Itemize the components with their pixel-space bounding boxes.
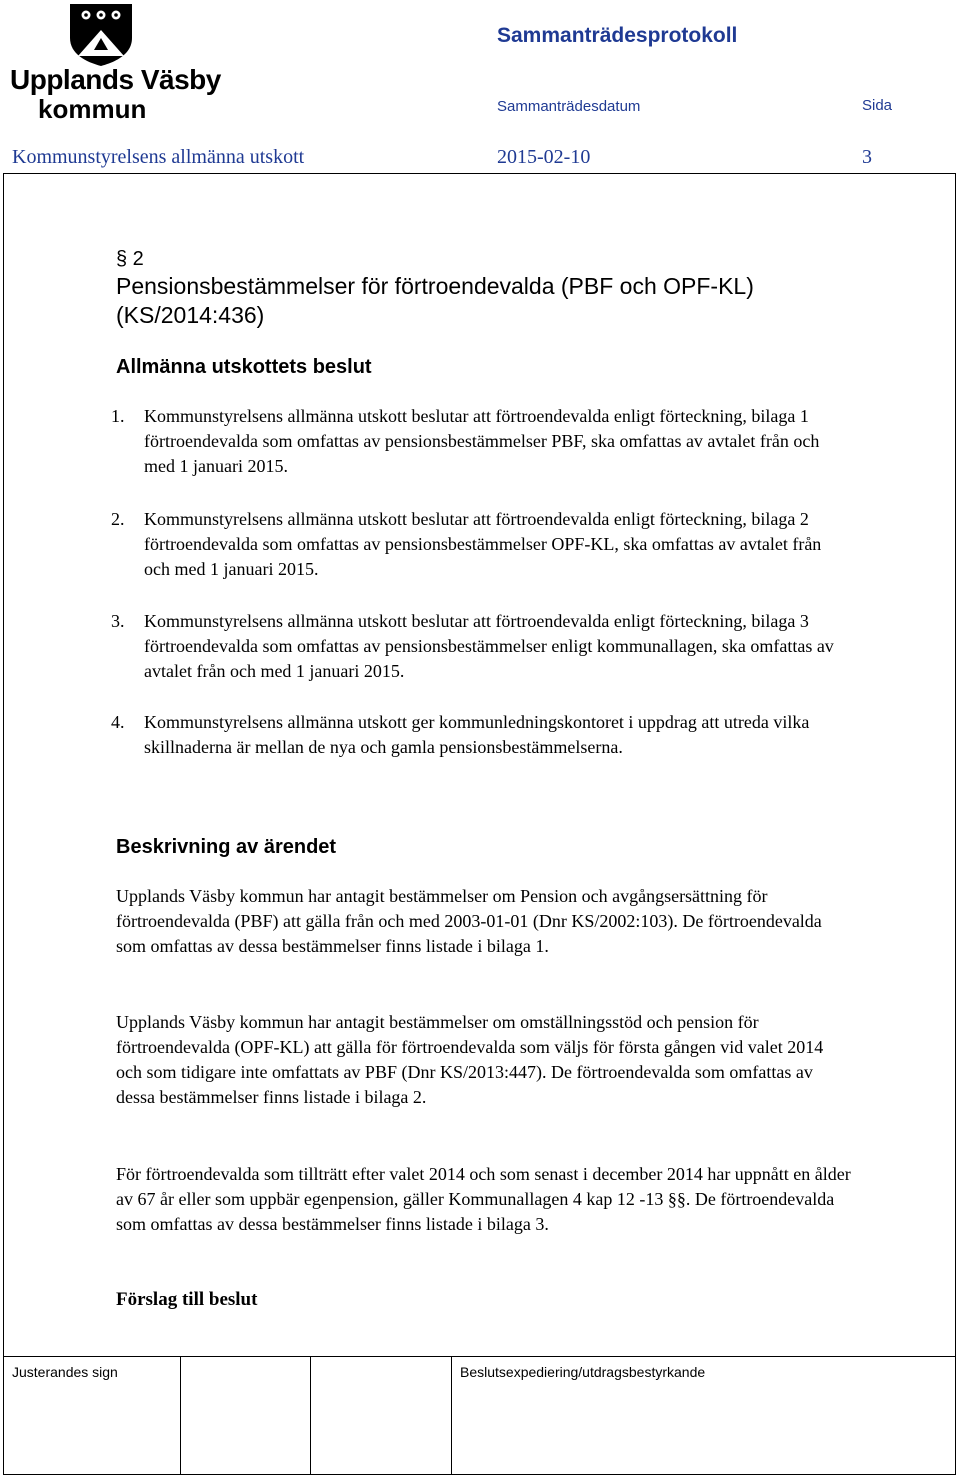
description-paragraph: Upplands Väsby kommun har antagit bestämmelser om omställningsstöd och pension för förtroendevalda (OPF-KL) att gälla för förtroendevalda som väljs för första gången vid valet 2014 och som tidigare inte omfattats av PBF (Dnr KS/2013:447). De förtroendevalda som omfattas av dessa bestämmelser finns listade i bilaga 2. xyxy=(116,1012,824,1107)
meeting-date-label: Sammanträdesdatum xyxy=(497,98,641,115)
signer-label: Justerandes sign xyxy=(12,1364,118,1380)
decision-item xyxy=(111,404,851,479)
page-label: Sida xyxy=(862,97,893,114)
decision-item xyxy=(111,609,851,684)
meeting-date: 2015-02-10 xyxy=(497,146,591,168)
signature-divider xyxy=(180,1357,181,1474)
decision-text: Kommunstyrelsens allmänna utskott beslutar att förtroendevalda enligt förteckning, bilaga 3 förtroendevalda som omfattas av pensionsbestämmelser enligt kommunallagen, ska omfattas av avtalet från och med 1 januari 2015. xyxy=(144,611,834,681)
description-paragraph: Upplands Väsby kommun har antagit bestämmelser om Pension och avgångsersättning för förtroendevalda (PBF) att gälla från och med 2003-01-01 (Dnr KS/2002:103). De förtroendevalda som omfattas av dessa bestämmelser finns listade i bilaga 1. xyxy=(116,886,822,956)
decision-heading: Allmänna utskottets beslut xyxy=(116,356,372,378)
signature-divider xyxy=(310,1357,311,1474)
description-paragraph: För förtroendevalda som tillträtt efter valet 2014 och som senast i december 2014 har uppnått en ålder av 67 år eller som uppbär egenpension, gäller Kommunallagen 4 kap 12 -13 §§. De förtroendevalda som omfattas av dessa bestämmelser finns listade i bilaga 3. xyxy=(116,1164,851,1234)
paragraph-number: § 2 xyxy=(116,248,144,270)
decision-number: 2. xyxy=(111,509,125,529)
document-type: Sammanträdesprotokoll xyxy=(497,24,738,47)
decision-text: Kommunstyrelsens allmänna utskott ger kommunledningskontoret i uppdrag att utreda vilka skillnaderna är mellan de nya och gamla pensionsbestämmelserna. xyxy=(144,712,810,757)
decision-number: 4. xyxy=(111,712,125,732)
page-number: 3 xyxy=(862,146,872,168)
decision-text: Kommunstyrelsens allmänna utskott beslutar att förtroendevalda enligt förteckning, bilaga 2 förtroendevalda som omfattas av pensionsbestämmelser OPF-KL, ska omfattas av avtalet från och med 1 januari 2015. xyxy=(144,509,822,579)
committee-name: Kommunstyrelsens allmänna utskott xyxy=(12,146,305,168)
item-title: Pensionsbestämmelser för förtroendevalda (PBF och OPF-KL) (KS/2014:436) xyxy=(116,273,754,328)
decision-number: 1. xyxy=(111,406,125,426)
decision-number: 3. xyxy=(111,611,125,631)
dispatch-label: Beslutsexpediering/utdragsbestyrkande xyxy=(460,1364,706,1380)
logo-name-line2: kommun xyxy=(38,94,147,124)
description-heading: Beskrivning av ärendet xyxy=(116,836,337,858)
municipality-logo xyxy=(8,2,221,124)
logo-name-line1: Upplands Väsby xyxy=(10,64,221,95)
decision-item xyxy=(111,507,851,582)
decision-text: Kommunstyrelsens allmänna utskott beslutar att förtroendevalda enligt förteckning, bilaga 1 förtroendevalda som omfattas av pensionsbestämmelser PBF, ska omfattas av avtalet från och med 1 januari 2015. xyxy=(144,406,820,476)
signature-divider xyxy=(451,1357,452,1474)
decision-item xyxy=(111,710,851,760)
proposal-heading: Förslag till beslut xyxy=(116,1289,258,1310)
